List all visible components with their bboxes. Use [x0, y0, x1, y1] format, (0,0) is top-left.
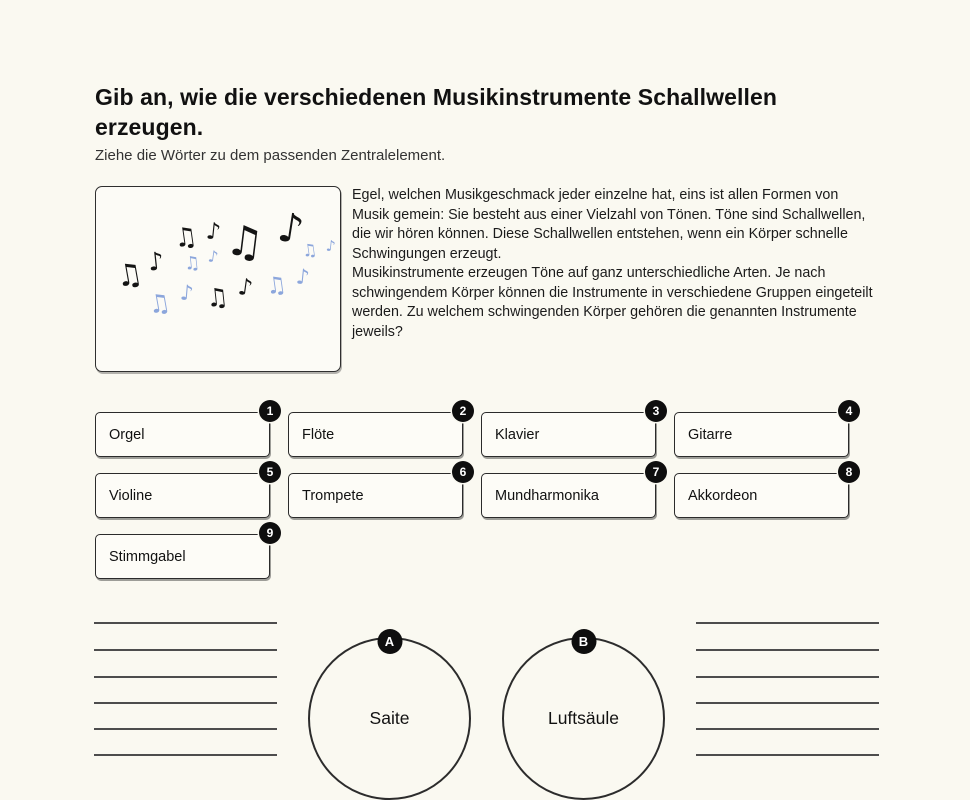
chip-number-badge: 5	[259, 461, 281, 483]
ruled-line	[696, 728, 879, 730]
music-note-icon: ♫	[182, 252, 202, 275]
intro-text	[352, 186, 876, 342]
drop-target-label: Luftsäule	[547, 708, 620, 728]
music-note-icon: ♫	[113, 255, 146, 296]
ruled-line	[696, 754, 879, 756]
ruled-line	[94, 676, 277, 678]
drop-target-luftsaeule[interactable]	[502, 634, 665, 800]
ruled-line	[696, 649, 879, 651]
music-note-icon: ♫	[264, 271, 289, 301]
ruled-line	[94, 728, 277, 730]
drop-target-label: Saite	[369, 708, 410, 728]
chip-number-badge: 7	[645, 461, 667, 483]
word-chip-stimmgabel[interactable]	[95, 526, 274, 579]
music-notes-image	[95, 186, 341, 372]
intro-paragraph-1: Egel, welchen Musikgeschmack jeder einzelne hat, eins ist allen Formen von Musik gemein: Sie besteht aus einer Vielzahl von Tönen. Töne sind Schallwellen, die wir hören können. Diese Schallwellen entstehen, wenn ein Körper schnelle Schwingungen erzeugt.	[352, 187, 866, 262]
drop-target-saite[interactable]	[308, 634, 471, 800]
intro-paragraph-2: Musikinstrumente erzeugen Töne auf ganz unterschiedliche Arten. Je nach schwingendem Körper können die Instrumente in verschiedene Gruppen eingeteilt werden. Zu welchem schwingenden Körper gehören die genannten Instrumente jeweils?	[352, 265, 873, 340]
chip-number-badge: 1	[259, 400, 281, 422]
word-chip-orgel[interactable]	[95, 404, 274, 457]
word-chip-label: Klavier	[495, 426, 540, 443]
word-chip-akkordeon[interactable]	[674, 465, 853, 518]
chip-number-badge: 3	[645, 400, 667, 422]
page-subtitle: Ziehe die Wörter zu dem passenden Zentralelement.	[95, 147, 446, 164]
ruled-line	[696, 676, 879, 678]
answer-lines-left	[94, 620, 277, 760]
word-chip-label: Trompete	[302, 487, 364, 504]
word-chip-klavier[interactable]	[481, 404, 660, 457]
ruled-line	[696, 622, 879, 624]
music-note-icon: ♪	[325, 236, 337, 256]
music-note-icon: ♫	[223, 214, 267, 269]
music-note-icon: ♪	[179, 280, 195, 306]
word-chip-grid	[95, 404, 853, 579]
answer-lines-right	[696, 620, 879, 760]
word-chip-label: Gitarre	[688, 426, 733, 443]
word-chip-label: Stimmgabel	[109, 548, 186, 565]
word-chip-violine[interactable]	[95, 465, 274, 518]
music-note-icon: ♪	[204, 218, 223, 246]
word-chip-trompete[interactable]	[288, 465, 467, 518]
word-chip-floete[interactable]	[288, 404, 467, 457]
chip-number-badge: 8	[838, 461, 860, 483]
music-note-icon: ♫	[300, 240, 319, 262]
music-note-icon: ♪	[146, 246, 166, 277]
chip-number-badge: 4	[838, 400, 860, 422]
ruled-line	[696, 702, 879, 704]
word-chip-mundharmonika[interactable]	[481, 465, 660, 518]
music-note-icon: ♫	[204, 281, 230, 314]
music-note-icon: ♪	[236, 274, 255, 302]
music-note-icon: ♪	[294, 264, 311, 290]
chip-number-badge: 6	[452, 461, 474, 483]
music-note-icon: ♪	[206, 246, 220, 267]
word-chip-label: Mundharmonika	[495, 487, 599, 504]
ruled-line	[94, 649, 277, 651]
word-chip-gitarre[interactable]	[674, 404, 853, 457]
music-note-icon: ♫	[145, 287, 173, 320]
music-note-icon: ♪	[274, 204, 307, 254]
target-letter-badge: A	[377, 629, 402, 654]
ruled-line	[94, 622, 277, 624]
chip-number-badge: 2	[452, 400, 474, 422]
ruled-line	[94, 754, 277, 756]
word-chip-label: Flöte	[302, 426, 335, 443]
page-title: Gib an, wie die verschiedenen Musikinstrumente Schallwellen erzeugen.	[95, 84, 778, 140]
music-note-icon: ♫	[172, 221, 200, 255]
target-letter-badge: B	[571, 629, 596, 654]
word-chip-label: Violine	[109, 487, 153, 504]
word-chip-label: Orgel	[109, 426, 145, 443]
word-chip-label: Akkordeon	[688, 487, 758, 504]
ruled-line	[94, 702, 277, 704]
chip-number-badge: 9	[259, 522, 281, 544]
